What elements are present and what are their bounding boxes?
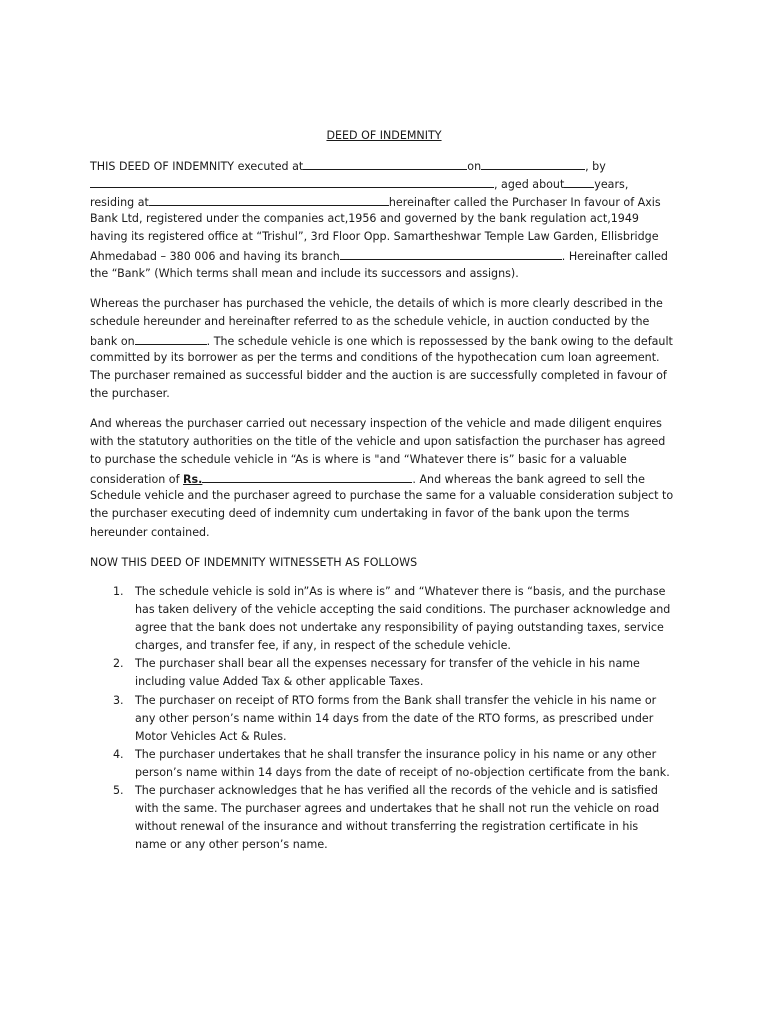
and-whereas-paragraph (90, 415, 680, 542)
rs-label: Rs. (183, 473, 203, 487)
clause-number: 3. (113, 693, 124, 707)
paragraph-line: having its registered office at “Trishul”, 3rd Floor Opp. Samartheshwar Temple Law Garden, Ellisbridge (90, 230, 659, 244)
paragraph-line (90, 246, 680, 264)
clause-number: 2. (113, 657, 124, 671)
text-run: hereinafter called the Purchaser In favour of Axis (388, 196, 661, 210)
clause-line: including value Added Tax & other applicable Taxes. (135, 675, 424, 689)
clause-line: The purchaser acknowledges that he has verified all the records of the vehicle and is satisfied (135, 784, 658, 798)
paragraph-line: committed by its borrower as per the terms and conditions of the hypothecation cum loan agreement. (90, 351, 660, 365)
clause-line: The schedule vehicle is sold in”As is where is” and “Whatever there is “basis, and the purchase (135, 585, 666, 598)
branch-blank[interactable] (340, 246, 562, 260)
text-run: residing at (90, 196, 149, 210)
opening-paragraph (90, 156, 680, 283)
clause-line: any other person’s name within 14 days from the date of the RTO forms, as prescribed under (135, 711, 654, 725)
whereas-paragraph (90, 295, 680, 404)
list-item (90, 746, 680, 782)
clause-line: without renewal of the insurance and without transferring the registration certificate in his (135, 820, 639, 834)
paragraph-line (90, 469, 680, 487)
document-title: DEED OF INDEMNITY (326, 129, 442, 142)
clause-line: Motor Vehicles Act & Rules. (135, 729, 287, 743)
date-blank[interactable] (481, 156, 585, 170)
address-blank[interactable] (149, 192, 389, 206)
list-item (90, 782, 680, 854)
paragraph-line (90, 174, 680, 192)
amount-blank[interactable] (202, 469, 412, 483)
paragraph-line: Whereas the purchaser has purchased the vehicle, the details of which is more clearly described in the (90, 297, 663, 310)
paragraph-line (90, 192, 680, 210)
clause-line: with the same. The purchaser agrees and undertakes that he shall not run the vehicle on road (135, 802, 660, 816)
text-run: , by (585, 160, 606, 173)
paragraph-line: And whereas the purchaser carried out necessary inspection of the vehicle and made diligent enquires (90, 417, 662, 430)
list-item (90, 583, 680, 655)
witnesseth-heading (90, 554, 680, 572)
text-run: years, (594, 178, 629, 192)
paragraph-line: The purchaser remained as successful bidder and the auction is are successfully completed in favour of (90, 369, 667, 383)
paragraph-line: with the statutory authorities on the title of the vehicle and upon satisfaction the purchaser has agreed (90, 435, 666, 449)
text-run: Ahmedabad – 380 006 and having its branch (90, 250, 340, 264)
text-run: . And whereas the bank agreed to sell the (412, 473, 645, 487)
age-blank[interactable] (564, 174, 594, 188)
paragraph-line: the purchaser executing deed of indemnity cum undertaking in favor of the bank upon the terms (90, 507, 630, 521)
clause-line: has taken delivery of the vehicle accepting the said conditions. The purchaser acknowledge and (135, 603, 671, 617)
text-run: on (467, 160, 482, 173)
clause-number: 5. (113, 784, 124, 798)
clause-line: The purchaser on receipt of RTO forms from the Bank shall transfer the vehicle in his name or (135, 693, 657, 707)
text-run: bank on (90, 335, 135, 349)
paragraph-line: schedule hereunder and hereinafter referred to as the schedule vehicle, in auction conducted by the (90, 315, 650, 329)
text-run: consideration of (90, 473, 184, 487)
text-run: THIS DEED OF INDEMNITY executed at (90, 160, 304, 173)
paragraph-line: Bank Ltd, registered under the companies act,1956 and governed by the bank regulation act,1949 (90, 212, 639, 226)
paragraph-line (90, 331, 680, 349)
clause-line: agree that the bank does not undertake any responsibility of paying outstanding taxes, service (135, 621, 664, 635)
name-blank[interactable] (90, 174, 494, 188)
clause-line: The purchaser undertakes that he shall transfer the insurance policy in his name or any other (135, 747, 657, 761)
text-run: . The schedule vehicle is one which is repossessed by the bank owing to the default (206, 335, 673, 349)
paragraph-line: hereunder contained. (90, 525, 210, 539)
text-run: , aged about (494, 178, 565, 192)
paragraph-line (90, 156, 680, 174)
list-item (90, 655, 680, 691)
auction-date-blank[interactable] (135, 331, 207, 345)
paragraph-line: to purchase the schedule vehicle in “As is where is "and “Whatever there is” basic for a valuable (90, 453, 627, 467)
clause-line: person’s name within 14 days from the date of receipt of no-objection certificate from the bank. (135, 765, 670, 779)
clauses-list (90, 583, 680, 854)
list-item (90, 692, 680, 746)
clause-line: name or any other person’s name. (135, 838, 328, 852)
paragraph-line: the “Bank” (Which terms shall mean and include its successors and assigns). (90, 266, 519, 280)
clause-line: The purchaser shall bear all the expenses necessary for transfer of the vehicle in his name (135, 657, 640, 671)
place-blank[interactable] (303, 156, 467, 170)
paragraph-line: Schedule vehicle and the purchaser agreed to purchase the same for a valuable consideration subject to (90, 489, 674, 503)
text-run: . Hereinafter called (561, 250, 668, 264)
clause-line: charges, and transfer fee, if any, in respect of the schedule vehicle. (135, 639, 511, 653)
clause-number: 4. (113, 747, 124, 761)
clause-number: 1. (113, 585, 124, 598)
paragraph-line: the purchaser. (90, 387, 170, 401)
paragraph-line: NOW THIS DEED OF INDEMNITY WITNESSETH AS FOLLOWS (90, 556, 418, 569)
